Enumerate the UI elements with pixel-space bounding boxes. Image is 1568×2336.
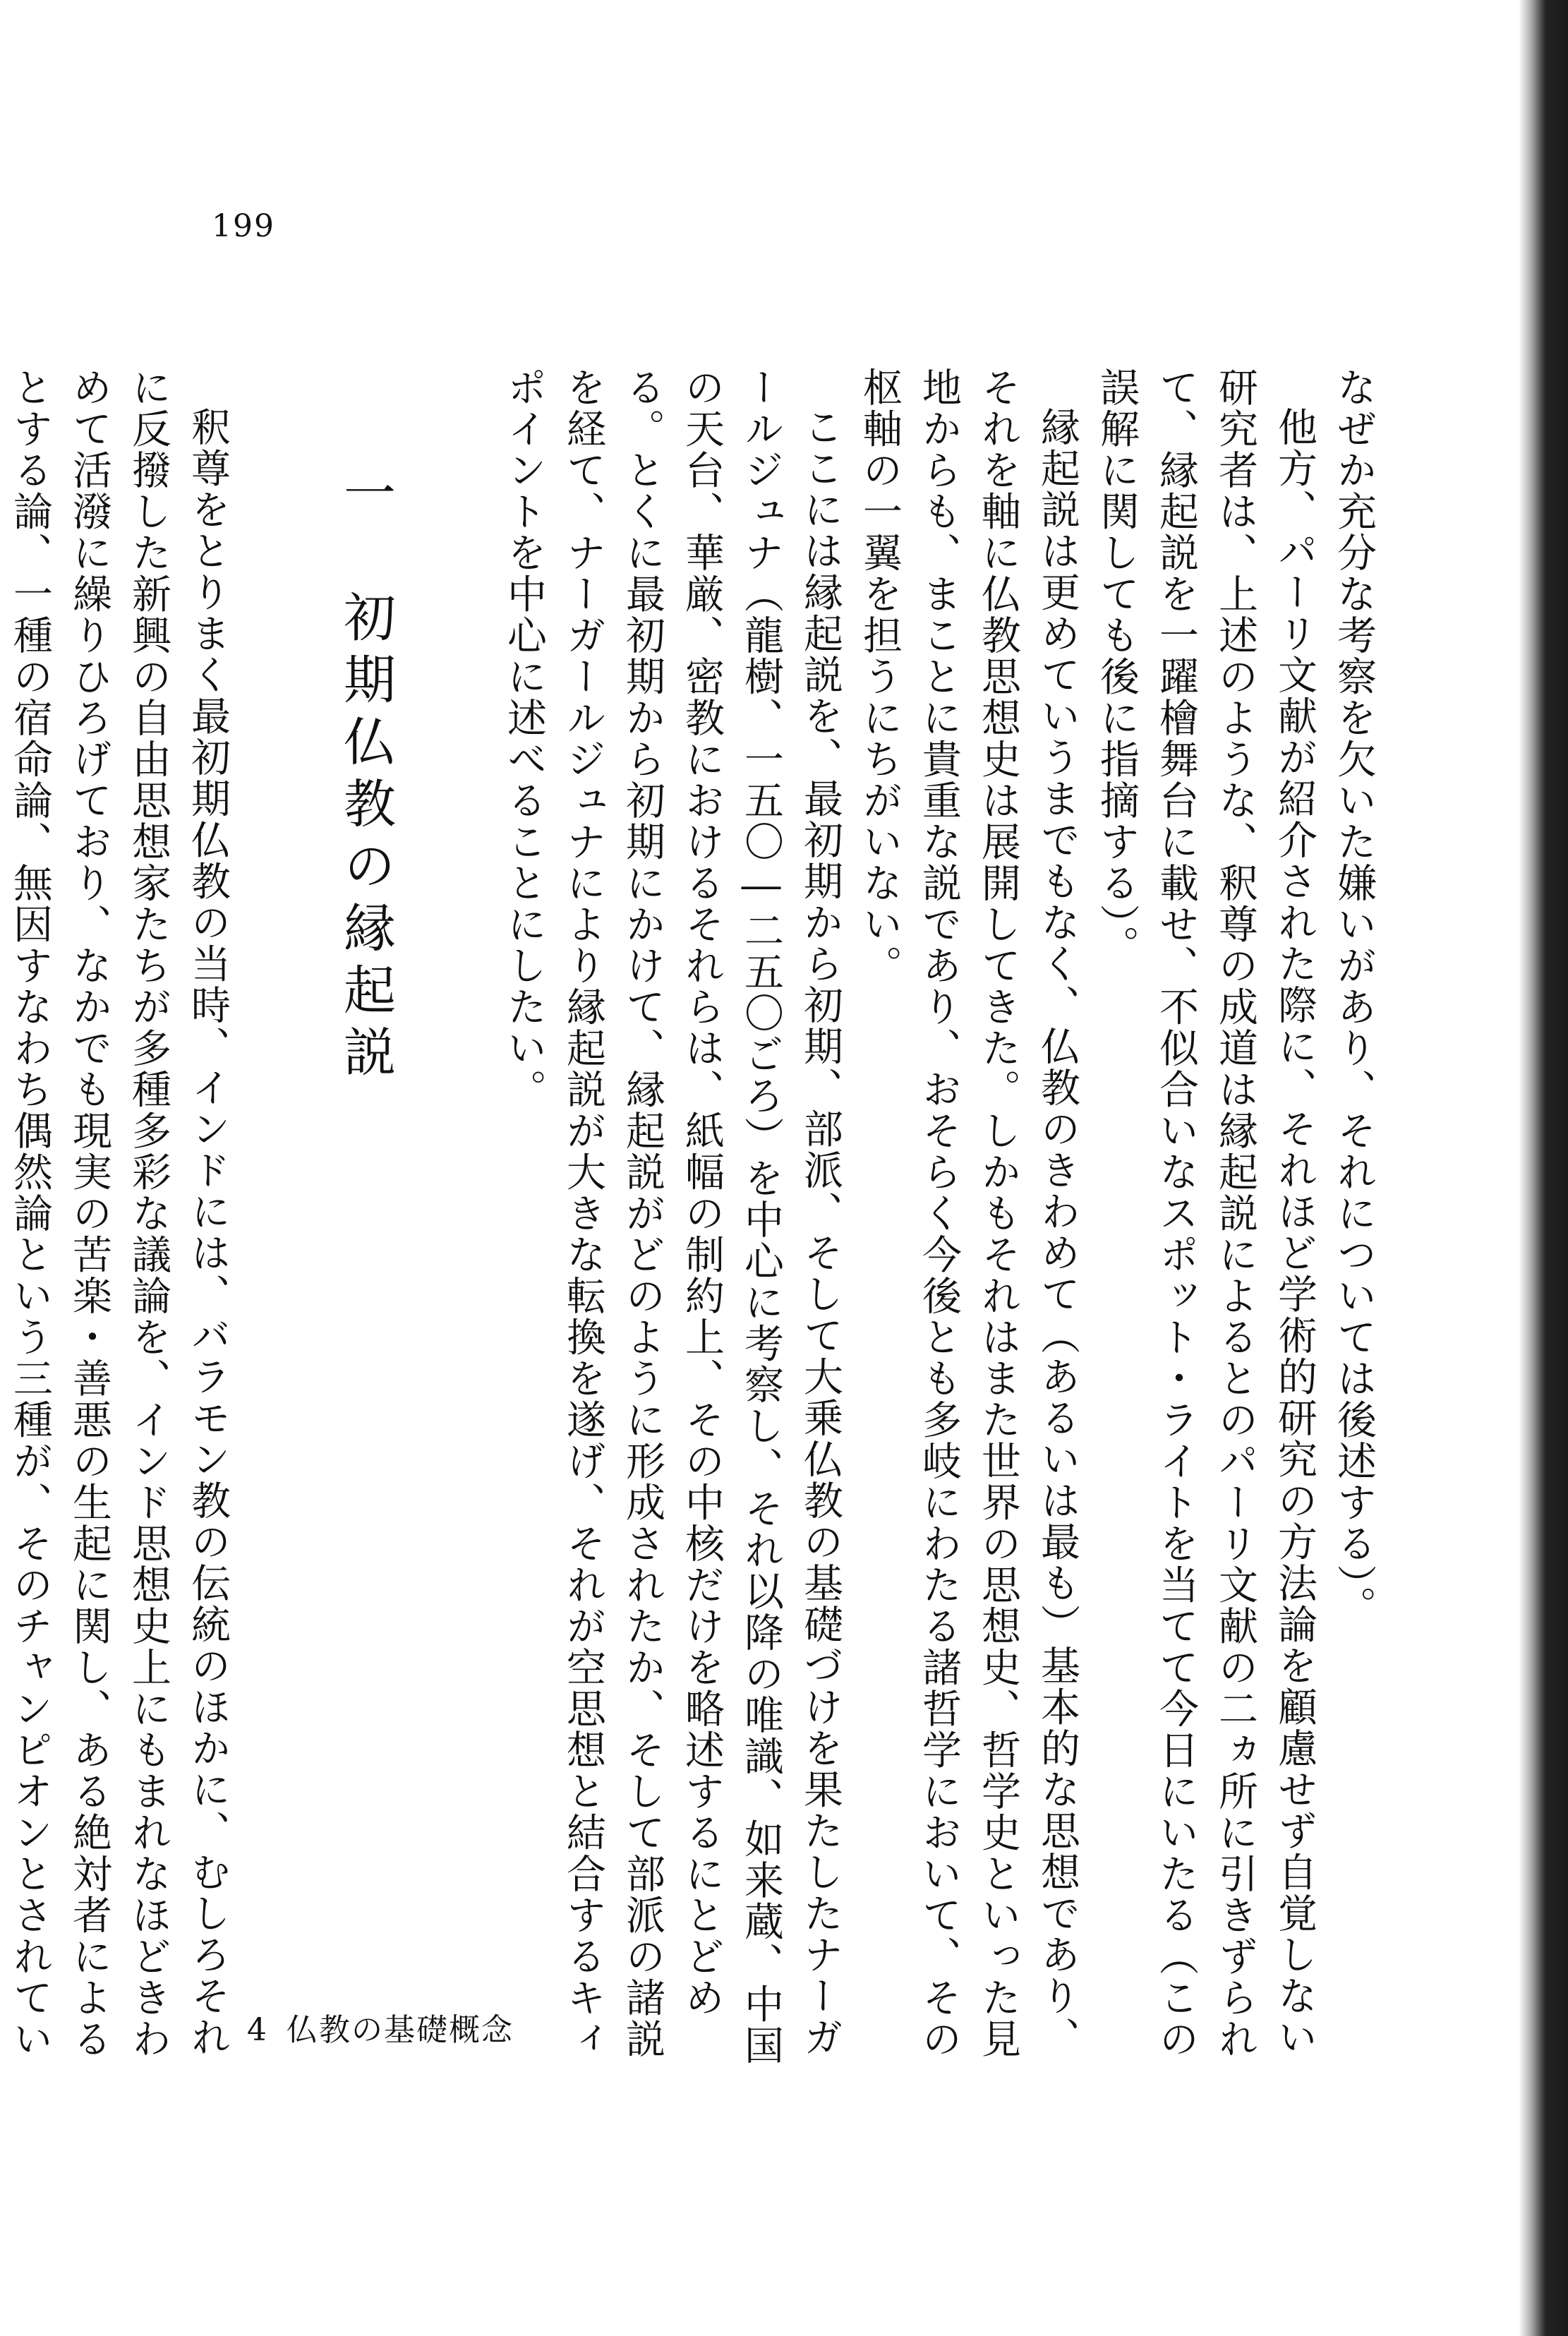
paragraph: 釈尊をとりまく最初期仏教の当時、インドには、バラモン教の伝統のほかに、むしろそれに反撥した新興の自由思想家たちが多種多彩な議論を、インド思想史上にもまれなほどきわめて活潑に繰りひろげており、なかでも現実の苦楽・善悪の生起に関し、ある絶対者によるとする論、一種の宿命論、無因すなわち偶然論という三種が、そのチャンピオンとされてい — [7, 367, 231, 2060]
footer-chapter-number: 4 — [247, 2012, 268, 2048]
body-text — [0, 367, 1383, 2089]
paragraph: 縁起説は更めていうまでもなく、仏教のきわめて（あるいは最も）基本的な思想であり、それを軸に仏教思想史は展開してきた。しかもそれはまた世界の思想史、哲学史といった見地からも、まことに貴重な説であり、おそらく今後とも多岐にわたる諸哲学において、その枢軸の一翼を担うにちがいない。 — [857, 367, 1080, 2060]
running-footer — [247, 2004, 514, 2049]
scanned-page-edge — [1519, 0, 1568, 2336]
paragraph: 他方、パーリ文献が紹介された際に、それほど学術的研究の方法論を顧慮せず自覚しない研究者は、上述のような、釈尊の成道は縁起説によるとのパーリ文献の二ヵ所に引きずられて、縁起説を一躍檜舞台に載せ、不似合いなスポット・ライトを当てて今日にいたる（この誤解に関しても後に指摘する）。 — [1094, 367, 1317, 2060]
section-heading: 一 初期仏教の縁起説 — [335, 466, 396, 1087]
footer-chapter-title: 仏教の基礎概念 — [287, 2012, 514, 2048]
paragraph: ここには縁起説を、最初期から初期、部派、そして大乗仏教の基礎づけを果たしたナーガールジュナ（龍樹、一五〇―二五〇ごろ）を中心に考察し、それ以降の唯識、如来蔵、中国の天台、華厳、密教におけるそれらは、紙幅の制約上、その中核だけを略述するにとどめる。とくに最初期から初期にかけて、縁起説がどのように形成されたか、そして部派の諸説を経て、ナーガールジュナにより縁起説が大きな転換を遂げ、それが空思想と結合するキィポイントを中心に述べることにしたい。 — [501, 367, 843, 2066]
page-number: 199 — [212, 208, 275, 244]
paragraph: なぜか充分な考察を欠いた嫌いがあり、それについては後述する）。 — [1331, 367, 1377, 1627]
